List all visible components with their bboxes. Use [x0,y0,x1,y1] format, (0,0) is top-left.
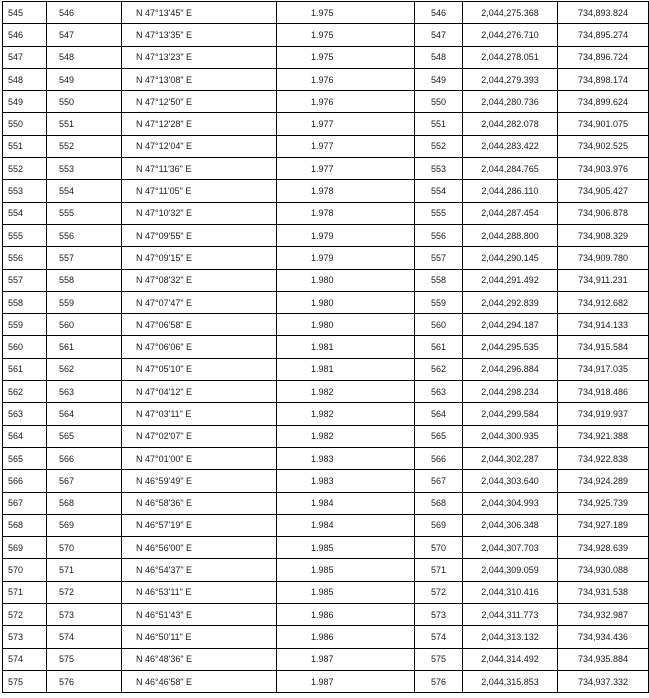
northing-cell: 2,044,286.110 [463,180,558,202]
point-cell: 566 [415,447,463,469]
point-cell: 551 [415,113,463,135]
to-station-cell: 561 [47,336,122,358]
easting-cell: 734,903.976 [558,158,649,180]
point-cell: 567 [415,470,463,492]
point-cell: 556 [415,224,463,246]
northing-cell: 2,044,306.348 [463,514,558,536]
northing-cell: 2,044,299.584 [463,403,558,425]
distance-cell: 1.978 [277,180,415,202]
northing-cell: 2,044,304.993 [463,492,558,514]
table-row [3,269,649,291]
table-row [3,670,649,692]
point-cell: 548 [415,46,463,68]
from-station-cell: 559 [3,314,47,336]
bearing-cell: N 47°09'55" E [122,224,277,246]
from-station-cell: 568 [3,514,47,536]
distance-cell: 1.983 [277,447,415,469]
northing-cell: 2,044,309.059 [463,559,558,581]
table-row [3,492,649,514]
point-cell: 572 [415,581,463,603]
table-row [3,537,649,559]
table-row [3,158,649,180]
northing-cell: 2,044,280.736 [463,91,558,113]
distance-cell: 1.978 [277,202,415,224]
northing-cell: 2,044,279.393 [463,68,558,90]
distance-cell: 1.985 [277,581,415,603]
distance-cell: 1.975 [277,2,415,24]
northing-cell: 2,044,294.187 [463,314,558,336]
table-row [3,68,649,90]
bearing-cell: N 47°09'15" E [122,247,277,269]
easting-cell: 734,895.274 [558,24,649,46]
survey-coordinates-table [2,1,649,693]
northing-cell: 2,044,302.287 [463,447,558,469]
table-row [3,626,649,648]
easting-cell: 734,935.884 [558,648,649,670]
table-row [3,224,649,246]
to-station-cell: 546 [47,2,122,24]
northing-cell: 2,044,311.773 [463,604,558,626]
point-cell: 573 [415,604,463,626]
table-row [3,470,649,492]
table-row [3,425,649,447]
easting-cell: 734,931.538 [558,581,649,603]
distance-cell: 1.985 [277,537,415,559]
from-station-cell: 574 [3,648,47,670]
easting-cell: 734,905.427 [558,180,649,202]
to-station-cell: 565 [47,425,122,447]
from-station-cell: 549 [3,91,47,113]
to-station-cell: 570 [47,537,122,559]
northing-cell: 2,044,303.640 [463,470,558,492]
from-station-cell: 546 [3,24,47,46]
point-cell: 569 [415,514,463,536]
northing-cell: 2,044,313.132 [463,626,558,648]
to-station-cell: 568 [47,492,122,514]
table-row [3,2,649,24]
to-station-cell: 551 [47,113,122,135]
point-cell: 574 [415,626,463,648]
to-station-cell: 558 [47,269,122,291]
from-station-cell: 554 [3,202,47,224]
distance-cell: 1.982 [277,425,415,447]
easting-cell: 734,901.075 [558,113,649,135]
distance-cell: 1.979 [277,247,415,269]
point-cell: 559 [415,291,463,313]
to-station-cell: 555 [47,202,122,224]
northing-cell: 2,044,300.935 [463,425,558,447]
northing-cell: 2,044,298.234 [463,381,558,403]
northing-cell: 2,044,292.839 [463,291,558,313]
from-station-cell: 561 [3,358,47,380]
bearing-cell: N 46°56'00" E [122,537,277,559]
point-cell: 546 [415,2,463,24]
distance-cell: 1.979 [277,224,415,246]
bearing-cell: N 46°58'36" E [122,492,277,514]
easting-cell: 734,918.486 [558,381,649,403]
from-station-cell: 567 [3,492,47,514]
easting-cell: 734,925.739 [558,492,649,514]
easting-cell: 734,902.525 [558,135,649,157]
bearing-cell: N 47°10'32" E [122,202,277,224]
northing-cell: 2,044,278.051 [463,46,558,68]
table-row [3,291,649,313]
bearing-cell: N 46°46'58" E [122,670,277,692]
to-station-cell: 557 [47,247,122,269]
bearing-cell: N 46°53'11" E [122,581,277,603]
to-station-cell: 556 [47,224,122,246]
table-body [3,2,649,693]
bearing-cell: N 46°48'36" E [122,648,277,670]
bearing-cell: N 47°11'36" E [122,158,277,180]
point-cell: 563 [415,381,463,403]
easting-cell: 734,909.780 [558,247,649,269]
point-cell: 552 [415,135,463,157]
point-cell: 557 [415,247,463,269]
table-row [3,336,649,358]
northing-cell: 2,044,296.884 [463,358,558,380]
to-station-cell: 567 [47,470,122,492]
point-cell: 554 [415,180,463,202]
to-station-cell: 550 [47,91,122,113]
distance-cell: 1.987 [277,670,415,692]
bearing-cell: N 47°12'04" E [122,135,277,157]
from-station-cell: 552 [3,158,47,180]
easting-cell: 734,937.332 [558,670,649,692]
from-station-cell: 556 [3,247,47,269]
distance-cell: 1.986 [277,604,415,626]
from-station-cell: 545 [3,2,47,24]
northing-cell: 2,044,282.078 [463,113,558,135]
bearing-cell: N 47°05'10" E [122,358,277,380]
distance-cell: 1.986 [277,626,415,648]
from-station-cell: 553 [3,180,47,202]
from-station-cell: 551 [3,135,47,157]
easting-cell: 734,896.724 [558,46,649,68]
bearing-cell: N 47°06'58" E [122,314,277,336]
from-station-cell: 569 [3,537,47,559]
from-station-cell: 570 [3,559,47,581]
point-cell: 562 [415,358,463,380]
point-cell: 561 [415,336,463,358]
distance-cell: 1.976 [277,91,415,113]
from-station-cell: 560 [3,336,47,358]
distance-cell: 1.987 [277,648,415,670]
easting-cell: 734,906.878 [558,202,649,224]
to-station-cell: 576 [47,670,122,692]
table-row [3,559,649,581]
distance-cell: 1.980 [277,291,415,313]
northing-cell: 2,044,276.710 [463,24,558,46]
point-cell: 547 [415,24,463,46]
point-cell: 564 [415,403,463,425]
point-cell: 570 [415,537,463,559]
to-station-cell: 560 [47,314,122,336]
bearing-cell: N 47°13'45" E [122,2,277,24]
to-station-cell: 571 [47,559,122,581]
distance-cell: 1.984 [277,514,415,536]
to-station-cell: 564 [47,403,122,425]
to-station-cell: 572 [47,581,122,603]
table-row [3,91,649,113]
distance-cell: 1.985 [277,559,415,581]
table-row [3,202,649,224]
easting-cell: 734,911.231 [558,269,649,291]
point-cell: 555 [415,202,463,224]
northing-cell: 2,044,288.800 [463,224,558,246]
table-row [3,247,649,269]
easting-cell: 734,922.838 [558,447,649,469]
to-station-cell: 566 [47,447,122,469]
bearing-cell: N 47°02'07" E [122,425,277,447]
distance-cell: 1.982 [277,381,415,403]
distance-cell: 1.982 [277,403,415,425]
bearing-cell: N 47°13'08" E [122,68,277,90]
table-row [3,358,649,380]
point-cell: 565 [415,425,463,447]
easting-cell: 734,924.289 [558,470,649,492]
point-cell: 558 [415,269,463,291]
table-row [3,403,649,425]
northing-cell: 2,044,315.853 [463,670,558,692]
distance-cell: 1.976 [277,68,415,90]
bearing-cell: N 46°50'11" E [122,626,277,648]
bearing-cell: N 47°13'35" E [122,24,277,46]
point-cell: 576 [415,670,463,692]
table-row [3,113,649,135]
from-station-cell: 557 [3,269,47,291]
bearing-cell: N 47°11'05" E [122,180,277,202]
to-station-cell: 547 [47,24,122,46]
easting-cell: 734,899.624 [558,91,649,113]
table-row [3,514,649,536]
from-station-cell: 550 [3,113,47,135]
distance-cell: 1.984 [277,492,415,514]
easting-cell: 734,930.088 [558,559,649,581]
bearing-cell: N 46°57'19" E [122,514,277,536]
easting-cell: 734,932.987 [558,604,649,626]
point-cell: 571 [415,559,463,581]
point-cell: 568 [415,492,463,514]
easting-cell: 734,915.584 [558,336,649,358]
table-row [3,24,649,46]
table-row [3,46,649,68]
to-station-cell: 573 [47,604,122,626]
northing-cell: 2,044,290.145 [463,247,558,269]
northing-cell: 2,044,287.454 [463,202,558,224]
to-station-cell: 554 [47,180,122,202]
bearing-cell: N 47°01'00" E [122,447,277,469]
to-station-cell: 569 [47,514,122,536]
from-station-cell: 562 [3,381,47,403]
point-cell: 550 [415,91,463,113]
northing-cell: 2,044,307.703 [463,537,558,559]
from-station-cell: 547 [3,46,47,68]
bearing-cell: N 47°12'50" E [122,91,277,113]
distance-cell: 1.983 [277,470,415,492]
easting-cell: 734,934.436 [558,626,649,648]
northing-cell: 2,044,284.765 [463,158,558,180]
from-station-cell: 565 [3,447,47,469]
from-station-cell: 572 [3,604,47,626]
distance-cell: 1.981 [277,336,415,358]
to-station-cell: 549 [47,68,122,90]
northing-cell: 2,044,314.492 [463,648,558,670]
northing-cell: 2,044,275.368 [463,2,558,24]
table-row [3,604,649,626]
distance-cell: 1.977 [277,135,415,157]
easting-cell: 734,898.174 [558,68,649,90]
table-row [3,581,649,603]
easting-cell: 734,917.035 [558,358,649,380]
from-station-cell: 563 [3,403,47,425]
northing-cell: 2,044,291.492 [463,269,558,291]
to-station-cell: 552 [47,135,122,157]
easting-cell: 734,921.388 [558,425,649,447]
easting-cell: 734,928.639 [558,537,649,559]
distance-cell: 1.975 [277,46,415,68]
table-row [3,381,649,403]
from-station-cell: 548 [3,68,47,90]
northing-cell: 2,044,310.416 [463,581,558,603]
distance-cell: 1.977 [277,158,415,180]
easting-cell: 734,893.824 [558,2,649,24]
bearing-cell: N 47°12'28" E [122,113,277,135]
bearing-cell: N 47°13'23" E [122,46,277,68]
to-station-cell: 562 [47,358,122,380]
to-station-cell: 559 [47,291,122,313]
bearing-cell: N 47°08'32" E [122,269,277,291]
northing-cell: 2,044,295.535 [463,336,558,358]
bearing-cell: N 46°51'43" E [122,604,277,626]
point-cell: 560 [415,314,463,336]
distance-cell: 1.975 [277,24,415,46]
to-station-cell: 563 [47,381,122,403]
from-station-cell: 573 [3,626,47,648]
point-cell: 549 [415,68,463,90]
easting-cell: 734,927.189 [558,514,649,536]
point-cell: 553 [415,158,463,180]
table-row [3,447,649,469]
bearing-cell: N 46°59'49" E [122,470,277,492]
bearing-cell: N 47°03'11" E [122,403,277,425]
to-station-cell: 574 [47,626,122,648]
to-station-cell: 575 [47,648,122,670]
bearing-cell: N 47°07'47" E [122,291,277,313]
from-station-cell: 575 [3,670,47,692]
to-station-cell: 548 [47,46,122,68]
northing-cell: 2,044,283.422 [463,135,558,157]
easting-cell: 734,908.329 [558,224,649,246]
easting-cell: 734,914.133 [558,314,649,336]
bearing-cell: N 47°04'12" E [122,381,277,403]
point-cell: 575 [415,648,463,670]
table-row [3,180,649,202]
bearing-cell: N 46°54'37" E [122,559,277,581]
distance-cell: 1.980 [277,314,415,336]
distance-cell: 1.980 [277,269,415,291]
easting-cell: 734,912.682 [558,291,649,313]
from-station-cell: 555 [3,224,47,246]
distance-cell: 1.981 [277,358,415,380]
distance-cell: 1.977 [277,113,415,135]
easting-cell: 734,919.937 [558,403,649,425]
from-station-cell: 571 [3,581,47,603]
table-row [3,648,649,670]
from-station-cell: 558 [3,291,47,313]
bearing-cell: N 47°06'06" E [122,336,277,358]
table-row [3,314,649,336]
from-station-cell: 566 [3,470,47,492]
table-row [3,135,649,157]
from-station-cell: 564 [3,425,47,447]
to-station-cell: 553 [47,158,122,180]
